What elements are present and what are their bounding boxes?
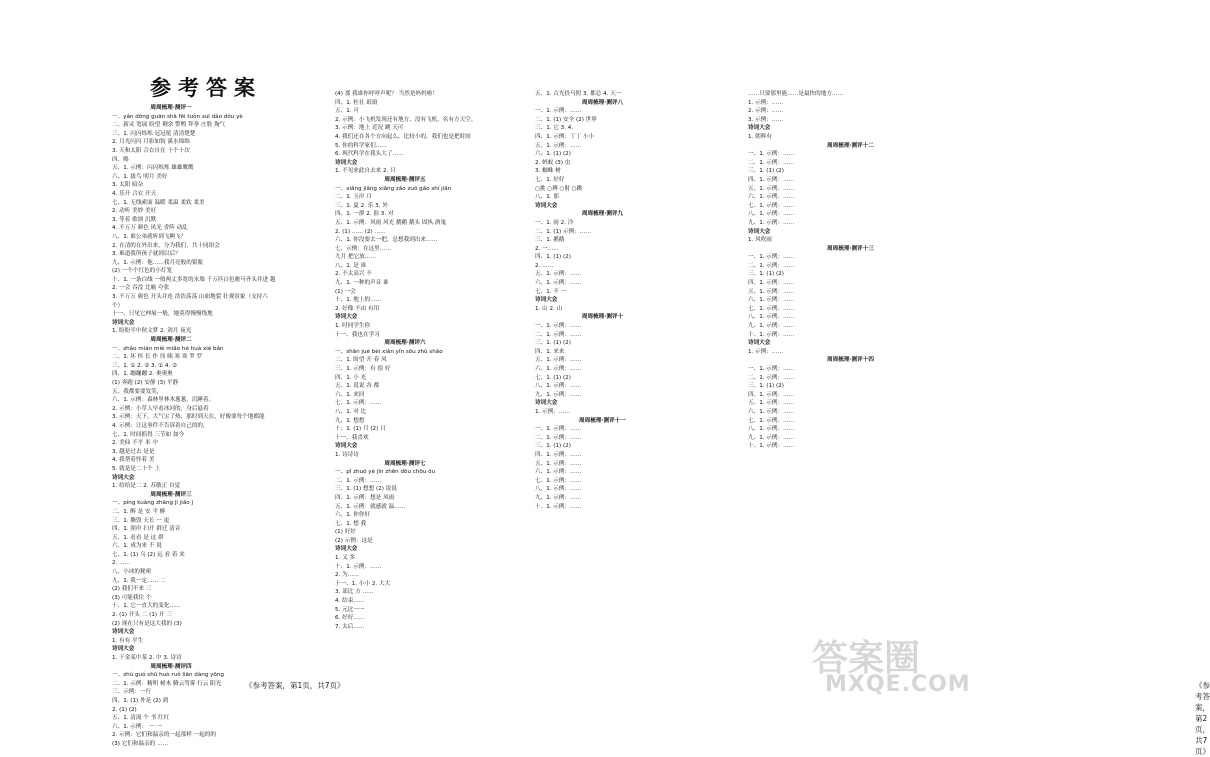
answer-line: (1) 奔跑 (2) 安静 (3) 平静 xyxy=(112,380,179,386)
answer-line: 二、1. 示例：…… xyxy=(335,477,382,484)
answer-line: 六、1. 成为来 不 说 xyxy=(112,543,162,550)
answer-line: 4. 结束…… xyxy=(335,598,365,605)
answer-line: 三、1. (1) (2) xyxy=(748,383,784,390)
answer-line: 四、1. 示例：…… xyxy=(748,280,795,287)
answer-line: 十、1. 示例：…… xyxy=(535,503,582,510)
answer-line: 七、1. 示例：…… xyxy=(748,305,795,312)
answer-line: 九月 把它放…… xyxy=(335,254,376,261)
answer-line: 3. 太阳 暗杂 xyxy=(112,182,144,189)
answer-line: (2) 示例：这是 xyxy=(335,537,373,544)
answer-line: 九、1. 想想 xyxy=(335,417,365,424)
answer-line: 六、1. 示例：…… xyxy=(748,297,795,304)
answer-line: 7. 太后…… xyxy=(335,623,365,630)
answer-line: 1. 示例：…… xyxy=(748,348,784,355)
answer-line: 五、1. 示例：风雨 风光 鹅鹅 鹅头 固执 酒鬼 xyxy=(335,219,447,226)
answer-line: 2. 一…… xyxy=(535,245,559,252)
subsection-heading: 诗词大会 xyxy=(335,546,358,553)
page1-column-2 xyxy=(335,90,475,631)
answer-line: 1. 诗诗诗 xyxy=(335,451,359,458)
section-heading: 周周梳理·测评十三 xyxy=(827,245,874,252)
answer-line: 八、1. 谁公弟就听到飞啊飞？ xyxy=(112,233,187,240)
answer-line: 十、1. 示例：…… xyxy=(748,331,795,338)
answer-line: 八、1. 对 比 xyxy=(335,408,367,415)
subsection-heading: 诗词大会 xyxy=(112,319,135,326)
answer-line: ……只要那里能……是最快的地方…… xyxy=(748,91,844,97)
section-heading: 周周梳理·测评五 xyxy=(384,176,426,183)
answer-line: 九、1. 示例：…… xyxy=(748,219,795,226)
answer-line: 一、1. 雨 2. 冷 xyxy=(535,219,574,226)
answer-line: 2. 示例：它们和温亲的一起那样 一起的的 xyxy=(112,732,216,739)
answer-line: 4. 乐开 合衣 开天 xyxy=(112,190,157,197)
answer-line: 四、1. (1) (2) xyxy=(535,254,571,261)
answer-line: (2) 现在只有是这大我的 (3) xyxy=(112,620,182,627)
watermark-logo-text: 答案圈 xyxy=(812,638,921,679)
answer-line: 一、zhǎo mián miè miǎo hé huà xiè bǎn xyxy=(112,345,224,352)
page-title: 参考答案 xyxy=(150,75,262,100)
answer-line: 五、1. 说说 各 都 xyxy=(335,383,380,390)
section-heading: 周周梳理·测评十四 xyxy=(827,357,874,364)
watermark-url: MXQE.COM xyxy=(825,672,971,697)
answer-line: 1. 风吹雨 xyxy=(748,237,772,244)
answer-line: 2. 示例：小飞机发现还有地方，没有飞机，名有方天空。 xyxy=(335,116,477,123)
footer-page-2: 《参考答案，第2页，共7页》 xyxy=(1195,681,1210,756)
section-heading: 周周梳理·测评六 xyxy=(384,340,426,347)
answer-line: 九、1. 示例：他……我月亮般的银瓶 xyxy=(112,259,204,266)
answer-line: 2. 为…… xyxy=(335,572,359,579)
answer-line: 三、1. ① 2. ② 3. ① 4. ② xyxy=(112,362,178,369)
answer-line: 十、1. 示例：…… xyxy=(335,563,382,570)
answer-line: 4. 不万万 颜色 风光 香阵 动乱 xyxy=(112,225,188,232)
answer-line: 三、1. (1) (2) xyxy=(748,271,784,278)
answer-line: 一、xiǎng jiǎng xiāng zǎo zuō gǎo shí jiǎn xyxy=(335,185,452,192)
answer-line: 2. 好像 不由 有用 xyxy=(335,305,380,312)
answer-page-2 xyxy=(500,0,1210,756)
answer-line: 二、1. 示例：…… xyxy=(535,331,582,338)
answer-line: 1. 朝辉有 xyxy=(748,133,772,140)
answer-line: 2. 一会 吞没 比喻 夸张 xyxy=(112,285,170,292)
answer-line: 一、pǐ zhuó yè jìn zhēn dōu chōu ōu xyxy=(335,469,436,476)
answer-line: 一、1. 示例：…… xyxy=(535,426,582,433)
answer-line: 3. 等着 歌颂 沉默 xyxy=(112,216,157,223)
answer-line: (3) 它们和温亲的 …… xyxy=(112,740,169,747)
answer-line: 十一、我喜欢 xyxy=(335,434,369,441)
answer-line: 一、1. 示例：…… xyxy=(535,323,582,330)
answer-line: 2. 动听 美妙 美好 xyxy=(112,208,157,215)
answer-line: 3. 难道我所孩子就到以后？ xyxy=(112,251,181,258)
answer-line: 八、小冰的秘密 xyxy=(112,569,152,576)
answer-line: 2. (1) (2) xyxy=(112,706,137,713)
answer-line: 四、1. 示例：…… xyxy=(748,391,795,398)
answer-line: 5. 元比一一 xyxy=(335,606,365,613)
answer-line: 一、1. 示例：…… xyxy=(535,108,582,115)
answer-line: 七、1. 好好 xyxy=(535,176,565,183)
site-watermark xyxy=(800,630,990,700)
answer-line: 五、1. 清流 个 书 红红 xyxy=(112,715,170,722)
section-heading: 周周梳理·测评十 xyxy=(581,314,624,321)
answer-line: 九、1. 我一定…… 二 xyxy=(112,577,166,584)
answer-line: (4) 那 我谁你呼呼声呢？ 当然是妈妈啦！ xyxy=(335,91,438,97)
answer-line: 十、1. 它一直大的变化…… xyxy=(112,603,181,610)
section-heading: 周周梳理·测评十二 xyxy=(827,142,874,149)
answer-line: 1. 又 多 xyxy=(335,555,356,562)
answer-line: 六、1. 拔鸟 明月 美好 xyxy=(112,173,168,180)
answer-line: 1. 盼盼半中秋文梦 2. 剑月 夜光 xyxy=(112,328,192,335)
answer-line: 2. 美仙 不平 米 中 xyxy=(112,440,159,447)
answer-line: 一、1. 示例：…… xyxy=(748,366,795,372)
answer-line: 八、1. 那 xyxy=(535,194,559,201)
answer-line: 1. 不见来此自去来 2. 只 xyxy=(335,168,396,175)
answer-line: 四、1. 蹦蹦蹦 2. 奥奥奥 xyxy=(112,371,173,378)
answer-line: 二、1. 示例：…… xyxy=(535,434,582,441)
answer-line: 一、píng kuàng zhāng jì jiǎo j xyxy=(112,500,194,507)
answer-line: 九、1. 一种的声音 谁 xyxy=(335,280,389,287)
answer-line: 五、我都要要发笑， xyxy=(112,388,163,395)
answer-line: (1) 一会 xyxy=(335,288,356,295)
answer-line: 二、1. 示例：…… xyxy=(748,159,795,166)
subsection-heading: 诗词大会 xyxy=(112,474,135,481)
answer-line: 3. 示例：…… xyxy=(748,116,784,123)
answer-line: (3) 可能我住 个 xyxy=(112,594,152,601)
answer-line: 二、1. 示例：…… xyxy=(748,262,795,269)
answer-line: 四、1. 示例：…… xyxy=(535,451,582,458)
answer-line: 2. 示例：…… xyxy=(748,108,784,115)
answer-line: 3. 示例：地上 近况 跳 天可 xyxy=(335,125,404,132)
section-heading: 周周梳理·测评三 xyxy=(150,491,192,498)
answer-line: 3. 越是过去 是是 xyxy=(112,448,155,455)
answer-line: 一、1. 示例：…… xyxy=(748,254,795,261)
answer-line: 五、1. 可 xyxy=(335,108,359,115)
answer-line: 三、1. 闪闪烁烁 冠冠冕 清清楚楚 xyxy=(112,130,196,137)
answer-line: 2. 在清的在外出来，分为我们，共十同组会 xyxy=(112,242,220,249)
answer-line: 九、1. 示例：…… xyxy=(535,494,582,501)
answer-line: 4. 我帮着怪着 美 xyxy=(112,457,155,464)
answer-line: 五、1. 古光投马照 3. 都总 4. 天一 xyxy=(535,91,622,97)
answer-line: 2. …… xyxy=(535,262,554,269)
answer-line: 四、1. (1) 外是 (2) 到 xyxy=(112,697,169,704)
answer-line: 2. 蚂蚁 (3) 虫 xyxy=(535,159,571,166)
answer-line: 6. 好好…… xyxy=(335,615,365,622)
answer-line: 八、1. 示例：…… xyxy=(748,426,795,433)
answer-line: 3. 天和太阳 合衣自在 十个十次 xyxy=(112,147,190,154)
answer-line: 七、1. 示例：…… xyxy=(748,202,795,209)
answer-line: 五、1. 看看 是 这 群 xyxy=(112,534,164,541)
answer-line: 五、1. 示例：…… xyxy=(535,357,582,364)
subsection-heading: 诗词大会 xyxy=(335,159,358,166)
answer-line: 五、1. 示例：…… xyxy=(535,142,582,149)
answer-line: 七、1. 示例：…… xyxy=(748,417,795,424)
answer-line: 九、1. 示例：…… xyxy=(748,323,795,330)
answer-line: 2. 不太高兴 不 xyxy=(335,271,372,278)
answer-line: 三、1. 示例：有 很 好 xyxy=(335,366,391,372)
answer-line: 一、1. 示例：…… xyxy=(748,151,795,158)
answer-line: 五、1. 示例：就感就 温…… xyxy=(335,503,406,510)
answer-line: 五、1. 示例：闪闪烁烁 雄雄鹰鹰 xyxy=(112,165,194,172)
answer-line: 八、1. 示例：…… xyxy=(535,383,582,390)
answer-line: 2. …… xyxy=(112,560,131,567)
answer-line: 1. 山 2. 山 xyxy=(535,305,563,312)
answer-line: 三、1. 鹅鹅 xyxy=(535,237,565,244)
answer-line: 十一、只见它伸展一般，她莫得慢慢绕地 xyxy=(112,311,213,318)
answer-line: 3. 不万万 颜色 开头并连 浩浩荡荡 山崩地裂 壮观景象（支持六 xyxy=(112,294,268,301)
answer-line: 二、1. (1) 安全 (2) 世界 xyxy=(535,116,597,123)
answer-line: 5. 就是是二十个 上 xyxy=(112,465,161,472)
answer-line: 1. 千金某中某 2. 中 3. 诗诗 xyxy=(112,655,182,661)
subsection-heading: 诗词大会 xyxy=(748,228,771,235)
answer-line: 3. 示例：天下，大气宝了热，那时到天在，好像要每个地都能 xyxy=(112,414,265,421)
answer-line: 四、1. 小 光 xyxy=(335,374,367,381)
answer-line: 三、1. (1) (2) xyxy=(748,168,784,175)
answer-line: (2) 一个个红色的小灯笼 xyxy=(112,268,173,275)
answer-line: 七、1. 不 一 xyxy=(535,288,567,295)
answer-line: 1. 有有 平生 xyxy=(112,637,144,644)
answer-line: 1. 示例：…… xyxy=(535,408,571,415)
answer-line: 四、略 xyxy=(112,156,129,163)
subsection-heading: 诗词大会 xyxy=(335,314,358,321)
answer-line: 三、1. 夏 2. 乐 3. 外 xyxy=(335,202,388,209)
footer-page-1: 《参考答案，第1页，共7页》 xyxy=(245,681,345,690)
answer-line: 四、1. 示例：丁丁 小小 xyxy=(535,133,595,140)
answer-line: 八、1. 示例：…… xyxy=(535,486,582,493)
answer-page-1 xyxy=(0,0,500,747)
answer-line: 七、1. (1) 乌 (2) 远 看 着 来 xyxy=(112,551,185,558)
answer-line: 二、1. 坏 怀 长 作 伟 咦 寒 寒 罗 罗 xyxy=(112,354,203,361)
subsection-heading: 诗词大会 xyxy=(112,646,135,653)
answer-line: 五、1. 示例：…… xyxy=(748,288,795,295)
subsection-heading: 诗词大会 xyxy=(112,629,135,636)
answer-line: 2. (1) 开头 二 (1) 开 三 xyxy=(112,612,172,619)
answer-line: 四、1. 来来 xyxy=(535,348,565,355)
subsection-heading: 诗词大会 xyxy=(335,443,358,450)
answer-line: 八、1. 示例：…… xyxy=(748,314,795,321)
answer-line: 1. 给给是二 2. 苏敏正 自觉 xyxy=(112,483,181,490)
subsection-heading: 诗词大会 xyxy=(748,125,771,132)
answer-line: 八、1. 是 谁 xyxy=(335,262,367,269)
answer-line: 2. (1) …… (2) …… xyxy=(335,228,386,235)
answer-line: 六、1. 示例：…… xyxy=(535,280,582,287)
answer-line: 十一、我也在学习 xyxy=(335,331,380,338)
answer-line: 六、1. 示例：…… xyxy=(748,194,795,201)
answer-line: 三、示例：一行 xyxy=(112,689,152,696)
page2-column-1 xyxy=(535,90,670,511)
answer-line: 二、1. 示例：精明 树木 腾云驾雾 行云 阳光 xyxy=(112,680,222,687)
answer-line: 一、zhú guó shū huò ruǒ liān dàng yōng xyxy=(112,672,224,679)
answer-line: 十、1. (1) 月 (2) 日 xyxy=(335,426,386,433)
page1-column-1 xyxy=(112,104,276,749)
answer-line: 七、1. 示例：…… xyxy=(335,400,382,407)
answer-line: 1. 时同学生你 xyxy=(335,323,371,330)
answer-line: 四、1. 一群 2. 很 3. 对 xyxy=(335,211,394,218)
subsection-heading: 诗词大会 xyxy=(535,202,558,209)
section-heading: 周周梳理·测评一 xyxy=(150,105,192,111)
answer-line: 四、1. 照岸 扫开 群迁 清音 xyxy=(112,526,181,533)
answer-line: 五、1. 示例：…… xyxy=(535,271,582,278)
answer-line: 六、1. 示例：…… xyxy=(535,469,582,476)
answer-line: 九、1. 示例：…… xyxy=(748,434,795,441)
answer-line: 六、1. 来回 xyxy=(335,391,365,398)
answer-line: 十、1. 一条白线 一般两丈多宽的水墙 千万匹白色骏马齐头并进 越 xyxy=(112,276,276,283)
answer-line: 七、1. 想 我 xyxy=(335,520,367,527)
answer-line: 1. 示例：…… xyxy=(748,99,784,106)
answer-line: 三、1. (1) 想想 (2) 说说 xyxy=(335,486,397,493)
answer-line: 6. 现代科学在我头大了…… xyxy=(335,151,404,158)
answer-line: 七、示例：在这里…… xyxy=(335,245,391,252)
answer-line: 十、1. 示例：…… xyxy=(748,443,795,450)
answer-line: 4. 我们还在各个方向起么，比较小的，我们也是把时间 xyxy=(335,133,471,140)
answer-line: 五、1. 示例：…… xyxy=(748,185,795,192)
subsection-heading: 诗词大会 xyxy=(535,400,558,407)
answer-line: 八、1. 示例：…… xyxy=(748,211,795,218)
answer-line: 十、1. 地上的…… xyxy=(335,297,382,304)
answer-line: 二、1. 醉 是 安 平 醉 xyxy=(112,508,166,515)
answer-line: (1) 好好 xyxy=(335,529,356,536)
answer-line: 七、1. 示例：…… xyxy=(535,477,582,484)
section-heading: 周周梳理·测评八 xyxy=(581,99,624,106)
answer-line: 五、1. 示例：…… xyxy=(748,400,795,407)
answer-line: 二、1. 盼望 开 春 风 xyxy=(335,357,387,364)
answer-line: 一、yán dōng guān shā fēi tuǒn suī dào dǒu yè xyxy=(112,113,243,120)
section-heading: 周周梳理·测评二 xyxy=(150,337,192,344)
answer-line: 四、1. 杜社 琅琅 xyxy=(335,99,378,106)
answer-line: 二、1. 示例：…… xyxy=(748,374,795,381)
page2-column-2 xyxy=(748,90,953,451)
answer-line: 六、1. 示例：…… xyxy=(748,408,795,415)
subsection-heading: 诗词大会 xyxy=(748,340,771,347)
answer-line: 六、1. 示例：…… xyxy=(535,366,582,372)
answer-line: 三、1. 撕毁 天长 一 更 xyxy=(112,517,170,524)
answer-line: 六、1. 示例： 一 一 xyxy=(112,723,162,730)
section-heading: 周周梳理·测评九 xyxy=(581,211,624,218)
answer-line: 十一、1. 小小 2. 大大 xyxy=(335,580,391,587)
answer-line: 五、1. 示例：…… xyxy=(535,460,582,467)
answer-line: 三、1. (1) (2) xyxy=(535,443,571,450)
answer-line: (2) 我们不来 三 xyxy=(112,586,152,593)
subsection-heading: 诗词大会 xyxy=(535,297,558,304)
answer-line: 四、1. 示例：想是 风雨 xyxy=(335,494,395,501)
answer-line: 三、1. 它 3. 4. xyxy=(535,125,574,132)
answer-line: 六、1. 你你好 xyxy=(335,512,371,519)
answer-line: 六、1. 示例：森林里林木葱葱，沉睡着。 xyxy=(112,397,215,404)
answer-line: 六、1. (1) (2) xyxy=(535,151,571,158)
answer-line: 2. 月光闪闪 月影如钩 溪水绵绵 xyxy=(112,139,190,146)
answer-line: 七、1. 无线索面 温暖 柔温 柔软 柔美 xyxy=(112,199,205,206)
answer-line: 3. 部比 方 …… xyxy=(335,589,374,596)
answer-line: 二、1. 玉岸 月 xyxy=(335,194,372,201)
answer-line: 个） xyxy=(112,302,124,309)
answer-line: 七、1. (1) (2) xyxy=(535,374,571,381)
answer-line: 七、1. 时间抓得 三节如 如今 xyxy=(112,431,185,438)
answer-line: 一、shǎn jué bèi xiǎn yǐn sōu zhǔ shǎo xyxy=(335,348,443,355)
answer-line: 九、1. 示例：…… xyxy=(535,391,582,398)
answer-line: 5. 你的科学家们…… xyxy=(335,142,387,149)
answer-line: 六、1. 你没要去一把，总想我到出来…… xyxy=(335,237,438,244)
section-heading: 周周梳理·测评四 xyxy=(150,663,192,670)
answer-line: 3. 蜘蛛 树 xyxy=(535,168,561,175)
section-heading: 周周梳理·测评七 xyxy=(384,460,426,467)
answer-line: 4. 示例：让这事件不告诉着自己的的， xyxy=(112,422,209,429)
answer-line: 三、1. (1) (2) xyxy=(535,340,571,347)
answer-line: 2. 示例：小草人早看冰河的，身后悬着 xyxy=(112,405,209,412)
answer-line: ○挑 ○搏 ○射 ○跳 xyxy=(535,185,583,192)
answer-line: 二、1. (1) 示例：…… xyxy=(535,228,591,235)
answer-line: 四、1. 示例：…… xyxy=(748,176,795,183)
section-heading: 周周梳理·测评十一 xyxy=(579,417,626,424)
answer-line: 二、新灵 宽展 盼望 剩余 警鸭 拜拳 庄股 掏气 xyxy=(112,122,226,129)
